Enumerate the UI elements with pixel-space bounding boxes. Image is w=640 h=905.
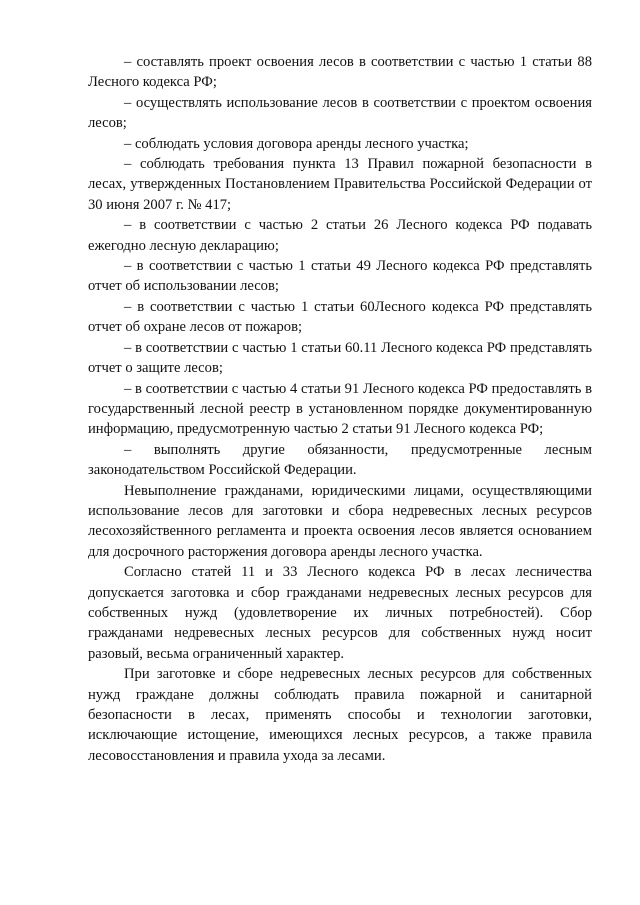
- list-item-forest-use-per-project: – осуществлять использование лесов в соответствии с проектом освоения лесов;: [88, 94, 592, 132]
- list-item-fire-protection-report: – в соответствии с частью 1 статьи 60Лесного кодекса РФ представлять отчет об охране лесов от пожаров;: [88, 298, 592, 336]
- list-item-fire-safety-rules: – соблюдать требования пункта 13 Правил пожарной безопасности в лесах, утвержденных Постановлением Правительства Российской Федерации от 30 июня 2007 г. № 417;: [88, 156, 592, 213]
- list-item-lease-conditions: – соблюдать условия договора аренды лесного участка;: [124, 135, 469, 152]
- list-item-forest-development-project: – составлять проект освоения лесов в соответствии с частью 1 статьи 88 Лесного кодекса РФ;: [88, 54, 592, 91]
- document-page: [88, 52, 592, 766]
- list-item-forest-use-report: – в соответствии с частью 1 статьи 49 Лесного кодекса РФ представлять отчет об использовании лесов;: [88, 258, 592, 295]
- list-item-other-duties: – выполнять другие обязанности, предусмотренные лесным законодательством Российской Федерации.: [88, 441, 592, 479]
- paragraph-own-needs-harvesting: Согласно статей 11 и 33 Лесного кодекса РФ в лесах лесничества допускается заготовка и сбор гражданами недревесных лесных ресурсов для собственных нужд (удовлетворение их личных потребностей). Сбор гражданами недревесных лесных ресурсов для собственных нужд носит разовый, весьма ограниченный характер.: [88, 564, 592, 662]
- list-item-forest-protection-report: – в соответствии с частью 1 статьи 60.11 Лесного кодекса РФ представлять отчет о защите лесов;: [88, 339, 592, 377]
- list-item-forest-declaration: – в соответствии с частью 2 статьи 26 Лесного кодекса РФ подавать ежегодно лесную декларацию;: [88, 217, 592, 254]
- paragraph-noncompliance: Невыполнение гражданами, юридическими лицами, осуществляющими использование лесов для заготовки и сбора недревесных лесных ресурсов лесохозяйственного регламента и проекта освоения лесов является основанием для досрочного расторжения договора аренды лесного участка.: [88, 482, 592, 560]
- list-item-forest-registry-info: – в соответствии с частью 4 статьи 91 Лесного кодекса РФ предоставлять в государственный лесной реестр в установленном порядке документированную информацию, предусмотренную частью 2 статьи 91 Лесного кодекса РФ;: [88, 380, 592, 438]
- paragraph-harvesting-rules: При заготовке и сборе недревесных лесных ресурсов для собственных нужд граждане должны соблюдать правила пожарной и санитарной безопасности в лесах, применять способы и технологии заготовки, исключающие истощение, имеющихся лесных ресурсов, а также правила лесовосстановления и правила ухода за лесами.: [88, 666, 592, 764]
